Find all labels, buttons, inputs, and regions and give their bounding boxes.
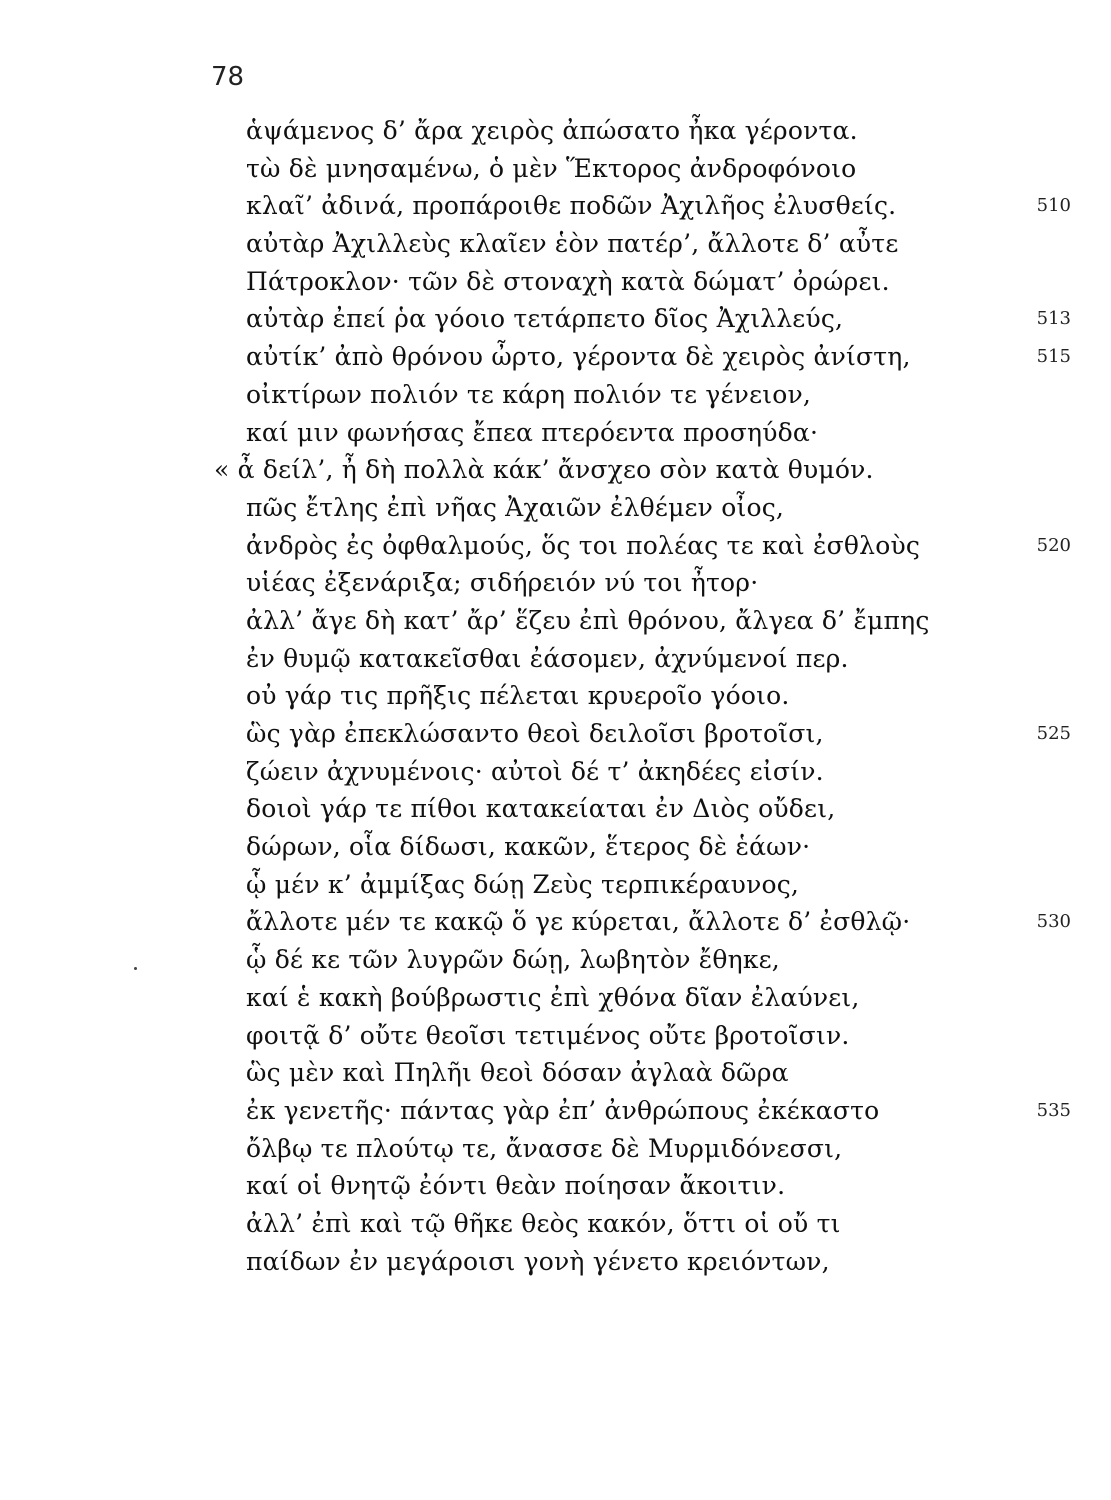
verse-line [0, 866, 1111, 904]
line-number: 525 [1036, 723, 1071, 744]
verse-line [0, 828, 1111, 866]
verse-text: φοιτᾷ δ’ οὔτε θεοῖσι τετιμένος οὔτε βροτοῖσιν. [246, 1020, 850, 1050]
verse-line [0, 1167, 1111, 1205]
verse-text: οἰκτίρων πολιόν τε κάρη πολιόν τε γένειον, [246, 379, 812, 409]
verse-line [0, 1054, 1111, 1092]
verse-text: ὄλβῳ τε πλούτῳ τε, ἄνασσε δὲ Μυρμιδόνεσσι, [246, 1133, 843, 1163]
verse-text: ᾧ δέ κε τῶν λυγρῶν δώῃ, λωβητὸν ἔθηκε, [246, 945, 780, 975]
verse-line [0, 790, 1111, 828]
verse-line [0, 338, 1111, 376]
verse-line [0, 263, 1111, 301]
verse-text: δώρων, οἷα δίδωσι, κακῶν, ἕτερος δὲ ἑάων· [246, 832, 811, 862]
verse-line [0, 715, 1111, 753]
verse-text: ὣς γὰρ ἐπεκλώσαντο θεοὶ δειλοῖσι βροτοῖσι, [246, 719, 824, 748]
verse-text: ᾧ μέν κ’ ἀμμίξας δώῃ Ζεὺς τερπικέραυνος, [246, 869, 800, 899]
verse-text: παίδων ἐν μεγάροισι γονὴ γένετο κρειόντων, [246, 1246, 830, 1276]
verse-line [0, 414, 1111, 452]
line-number: 513 [1036, 308, 1071, 330]
verse-line [0, 489, 1111, 527]
verse-text: κλαῖ’ ἀδινά, προπάροιθε ποδῶν Ἀχιλῆος ἐλυσθείς. [246, 191, 897, 221]
verse-line [0, 602, 1111, 640]
verse-text: δοιοὶ γάρ τε πίθοι κατακείαται ἐν Διὸς οὔδει, [246, 794, 836, 824]
verse-text: ἐν θυμῷ κατακεῖσθαι ἐάσομεν, ἀχνύμενοί περ. [246, 643, 849, 673]
page-number: 78 [211, 62, 245, 92]
verse-text: Πάτροκλον· τῶν δὲ στοναχὴ κατὰ δώματ’ ὀρώρει. [246, 266, 890, 296]
verse-text: τὼ δὲ μνησαμένω, ὁ μὲν Ἕκτορος ἀνδροφόνοιο [246, 153, 857, 183]
verse-line [0, 1205, 1111, 1243]
verse-text: καί μιν φωνήσας ἔπεα πτερόεντα προσηύδα· [246, 417, 819, 447]
verse-line [0, 376, 1111, 414]
line-number: 510 [1036, 195, 1071, 217]
verse-text: ὣς μὲν καὶ Πηλῆι θεοὶ δόσαν ἀγλαὰ δῶρα [246, 1058, 789, 1088]
verse-text: καί ἑ κακὴ βούβρωστις ἐπὶ χθόνα δῖαν ἐλαύνει, [246, 982, 860, 1012]
verse-line [0, 1130, 1111, 1168]
verse-line [0, 677, 1111, 715]
line-number: 515 [1036, 346, 1071, 368]
verse-text: καί οἱ θνητῷ ἐόντι θεὰν ποίησαν ἄκοιτιν. [246, 1171, 786, 1201]
line-number: 535 [1036, 1099, 1071, 1121]
verse-line [0, 564, 1111, 602]
verse-line [0, 451, 1111, 489]
verse-text: ἄλλοτε μέν τε κακῷ ὅ γε κύρεται, ἄλλοτε δ’ ἐσθλῷ· [246, 907, 911, 937]
verse-text: πῶς ἔτλης ἐπὶ νῆας Ἀχαιῶν ἐλθέμεν οἶος, [246, 492, 785, 522]
verse-text: ἀνδρὸς ἐς ὀφθαλμούς, ὅς τοι πολέας τε καὶ ἐσθλοὺς [246, 530, 921, 560]
verse-text: ἀλλ’ ἄγε δὴ κατ’ ἄρ’ ἕζευ ἐπὶ θρόνου, ἄλγεα δ’ ἔμπης [246, 605, 930, 635]
verse-line [0, 640, 1111, 678]
verse-text: ἐκ γενετῆς· πάντας γὰρ ἐπ’ ἀνθρώπους ἐκέκαστο [246, 1095, 880, 1125]
verse-line [0, 527, 1111, 565]
verse-line [0, 903, 1111, 941]
print-speck [134, 967, 137, 970]
line-number: 530 [1036, 911, 1071, 933]
verse-line [0, 753, 1111, 791]
verse-line [0, 112, 1111, 150]
verse-line [0, 1092, 1111, 1130]
verse-text: ζώειν ἀχνυμένοις· αὐτοὶ δέ τ’ ἀκηδέες εἰσίν. [246, 756, 824, 786]
verse-line [0, 941, 1111, 979]
verse-text: αὐτὰρ ἐπεί ῥα γόοιο τετάρπετο δῖος Ἀχιλλεύς, [246, 304, 844, 334]
verse-text: « ἆ δείλ’, ἦ δὴ πολλὰ κάκ’ ἄνσχεο σὸν κατὰ θυμόν. [214, 455, 874, 485]
verse-text: αὐτὰρ Ἀχιλλεὺς κλαῖεν ἑὸν πατέρ’, ἄλλοτε δ’ αὖτε [246, 229, 899, 259]
verse-text: ἁψάμενος δ’ ἄρα χειρὸς ἀπώσατο ἦκα γέροντα. [246, 116, 858, 145]
verse-text: υἱέας ἐξενάριξα; σιδήρειόν νύ τοι ἦτορ· [246, 568, 759, 598]
verse-text: αὐτίκ’ ἀπὸ θρόνου ὦρτο, γέροντα δὲ χειρὸς ἀνίστη, [246, 342, 911, 372]
verse-line [0, 1243, 1111, 1281]
line-number: 520 [1036, 534, 1071, 556]
verse-text: οὐ γάρ τις πρῆξις πέλεται κρυεροῖο γόοιο. [246, 681, 790, 711]
verse-line [0, 187, 1111, 225]
verse-line [0, 225, 1111, 263]
verse-line [0, 979, 1111, 1017]
verse-block [0, 112, 1111, 1280]
verse-line [0, 1017, 1111, 1055]
verse-line [0, 150, 1111, 188]
verse-text: ἀλλ’ ἐπὶ καὶ τῷ θῆκε θεὸς κακόν, ὅττι οἱ οὔ τι [246, 1208, 841, 1238]
verse-line [0, 300, 1111, 338]
